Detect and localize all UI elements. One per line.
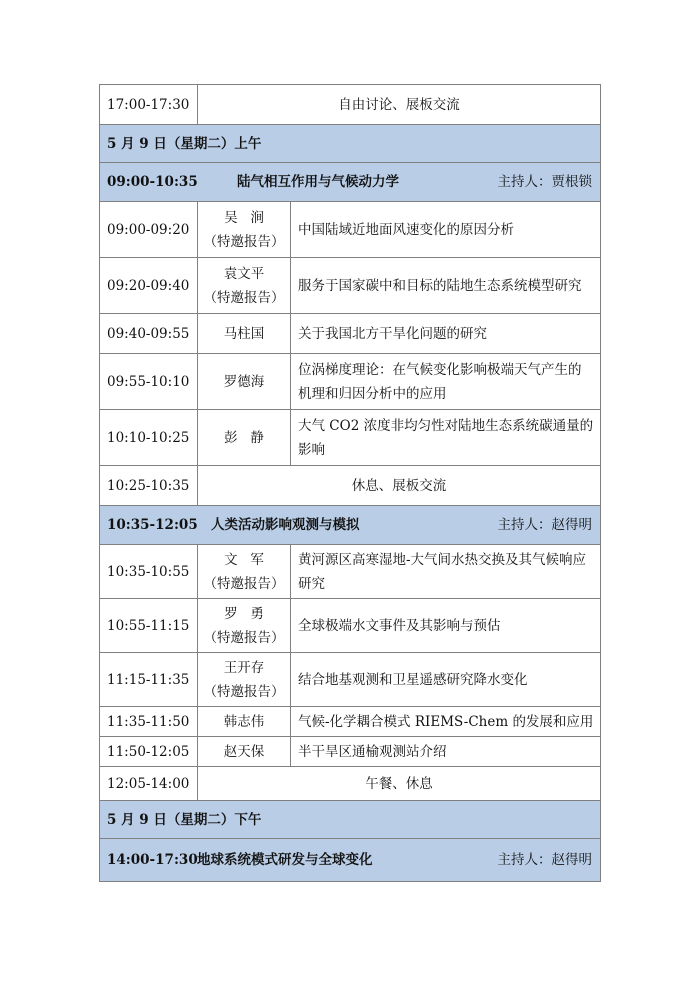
time-cell: 12:05-14:00 — [100, 767, 198, 801]
speaker-note: （特邀报告） — [203, 289, 285, 306]
time-cell: 10:35-10:55 — [100, 545, 198, 599]
schedule-table — [99, 84, 601, 882]
speaker-name: 彭 静 — [198, 410, 291, 466]
speaker-note: （特邀报告） — [203, 233, 285, 250]
speaker-name: 韩志伟 — [198, 707, 291, 737]
day-label: 5 月 9 日（星期二）上午 — [100, 125, 601, 163]
talk-title: 位涡梯度理论：在气候变化影响极端天气产生的机理和归因分析中的应用 — [291, 354, 601, 410]
day-header-row — [100, 125, 601, 163]
table-row — [100, 466, 601, 506]
speaker-cell — [198, 202, 291, 258]
speaker-name: 罗 勇 — [224, 605, 264, 622]
time-cell: 10:55-11:15 — [100, 599, 198, 653]
table-row — [100, 258, 601, 314]
time-cell: 10:10-10:25 — [100, 410, 198, 466]
session-title: 陆气相互作用与气候动力学 — [237, 174, 399, 190]
session-title: 地球系统模式研发与全球变化 — [197, 852, 373, 868]
activity-cell: 自由讨论、展板交流 — [198, 85, 601, 125]
speaker-note: （特邀报告） — [203, 683, 285, 700]
time-cell: 11:35-11:50 — [100, 707, 198, 737]
activity-cell: 休息、展板交流 — [198, 466, 601, 506]
time-cell: 10:25-10:35 — [100, 466, 198, 506]
speaker-cell — [198, 258, 291, 314]
talk-title: 气候-化学耦合模式 RIEMS-Chem 的发展和应用 — [291, 707, 601, 737]
speaker-name: 袁文平 — [223, 265, 265, 282]
speaker-name: 吴 涧 — [224, 209, 264, 226]
talk-title: 关于我国北方干旱化问题的研究 — [291, 314, 601, 354]
table-row — [100, 314, 601, 354]
session-chair: 主持人：贾根锁 — [497, 174, 592, 190]
speaker-cell — [198, 545, 291, 599]
talk-title: 半干旱区通榆观测站介绍 — [291, 737, 601, 767]
speaker-name: 马柱国 — [198, 314, 291, 354]
table-row — [100, 707, 601, 737]
day-header-row — [100, 801, 601, 839]
session-chair: 主持人：赵得明 — [497, 517, 592, 533]
day-label: 5 月 9 日（星期二）下午 — [100, 801, 601, 839]
time-cell: 09:55-10:10 — [100, 354, 198, 410]
session-title: 人类活动影响观测与模拟 — [211, 517, 360, 533]
table-row — [100, 410, 601, 466]
table-row — [100, 354, 601, 410]
session-header-row — [100, 506, 601, 545]
speaker-note: （特邀报告） — [203, 629, 285, 646]
session-time: 10:35-12:05 — [107, 517, 198, 533]
talk-title: 服务于国家碳中和目标的陆地生态系统模型研究 — [291, 258, 601, 314]
session-header-row — [100, 839, 601, 882]
speaker-note: （特邀报告） — [203, 575, 285, 592]
talk-title: 全球极端水文事件及其影响与预估 — [291, 599, 601, 653]
talk-title: 结合地基观测和卫星遥感研究降水变化 — [291, 653, 601, 707]
speaker-cell — [198, 653, 291, 707]
speaker-name: 罗德海 — [198, 354, 291, 410]
speaker-name: 赵天保 — [198, 737, 291, 767]
session-header-row — [100, 163, 601, 202]
table-row — [100, 85, 601, 125]
time-cell: 09:40-09:55 — [100, 314, 198, 354]
activity-cell: 午餐、休息 — [198, 767, 601, 801]
table-row — [100, 767, 601, 801]
table-row — [100, 653, 601, 707]
session-time: 14:00-17:30 — [107, 852, 198, 868]
time-cell: 11:50-12:05 — [100, 737, 198, 767]
time-cell: 09:00-09:20 — [100, 202, 198, 258]
talk-title: 中国陆域近地面风速变化的原因分析 — [291, 202, 601, 258]
time-cell: 09:20-09:40 — [100, 258, 198, 314]
session-chair: 主持人：赵得明 — [497, 852, 592, 868]
time-cell: 11:15-11:35 — [100, 653, 198, 707]
talk-title: 大气 CO2 浓度非均匀性对陆地生态系统碳通量的影响 — [291, 410, 601, 466]
time-cell: 17:00-17:30 — [100, 85, 198, 125]
table-row — [100, 737, 601, 767]
speaker-cell — [198, 599, 291, 653]
speaker-name: 王开存 — [223, 659, 265, 676]
table-row — [100, 599, 601, 653]
session-time: 09:00-10:35 — [107, 174, 198, 190]
speaker-name: 文 军 — [224, 551, 264, 568]
table-row — [100, 545, 601, 599]
talk-title: 黄河源区高寒湿地-大气间水热交换及其气候响应研究 — [291, 545, 601, 599]
table-row — [100, 202, 601, 258]
